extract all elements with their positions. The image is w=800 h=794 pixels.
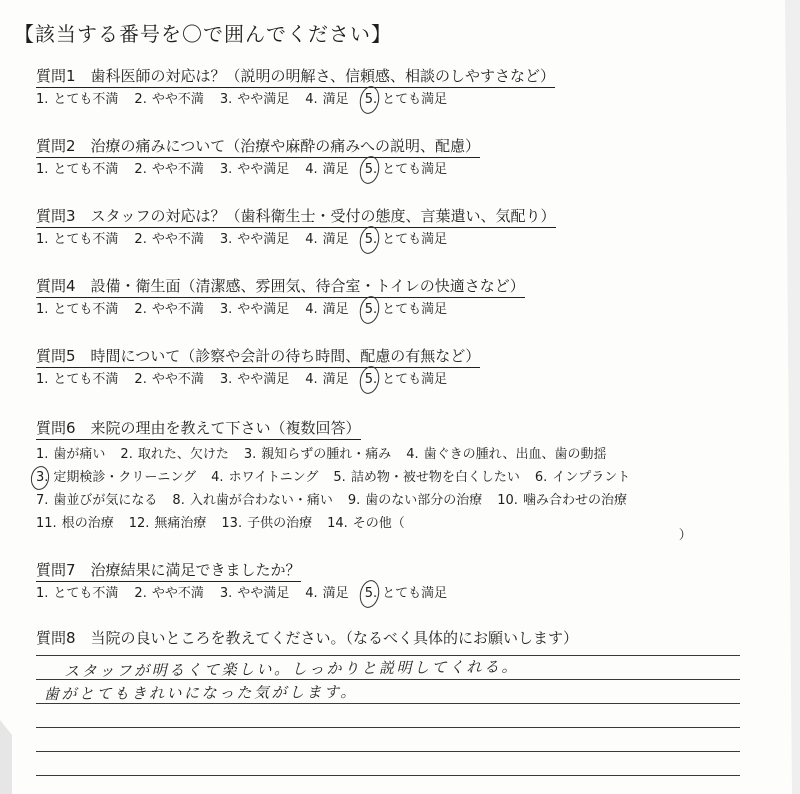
question-4 [36, 276, 796, 319]
rating-option-4[interactable] [305, 371, 348, 389]
rating-option-label: 満足 [322, 92, 349, 107]
rating-option-label: とても不満 [53, 162, 119, 177]
reason-option-label: 詰め物・被せ物を白くしたい [350, 470, 520, 485]
rating-option-1[interactable] [36, 161, 118, 179]
handwritten-answer-line-2: 歯がとてもきれいになった気がします。 [43, 682, 358, 704]
question-1-title: 質問1 歯科医師の対応は？（説明の明解さ、信頼感、相談のしやすさなど） [36, 66, 555, 88]
rating-option-number: 1. [36, 302, 49, 317]
reason-option[interactable] [129, 515, 207, 533]
reason-option-label: 無痛治療 [154, 516, 207, 531]
rating-option-1[interactable] [36, 585, 118, 603]
reason-option-label: インプラント [552, 470, 631, 485]
reason-option[interactable] [36, 515, 114, 533]
rating-option-3[interactable] [220, 585, 289, 603]
rating-option-number: 4. [305, 232, 318, 247]
rating-option-number: 5. [364, 92, 378, 107]
question-3-options [36, 231, 796, 249]
rating-option-2[interactable] [134, 301, 203, 319]
rating-option-label: やや不満 [151, 586, 204, 601]
rating-option-number: 3. [219, 586, 233, 601]
rating-option-number: 1. [36, 586, 49, 601]
rating-option-label: やや満足 [237, 232, 290, 247]
reason-option[interactable] [36, 469, 196, 487]
reason-option[interactable] [120, 446, 228, 464]
rating-option-2[interactable] [134, 161, 203, 179]
question-2-title: 質問2 治療の痛みについて（治療や麻酔の痛みへの説明、配慮） [36, 136, 480, 158]
reason-option[interactable] [333, 469, 519, 487]
reason-option-label: 歯が痛い [53, 447, 106, 462]
rating-option-5[interactable] [365, 161, 447, 179]
reason-option-label: ホワイトニング [228, 470, 319, 485]
rating-option-number: 1. [36, 92, 49, 107]
reason-option-label: 根の治療 [61, 516, 114, 531]
rating-option-label: とても不満 [53, 302, 119, 317]
reason-option-number: 11. [36, 516, 57, 531]
rating-option-2[interactable] [134, 231, 203, 249]
reason-option-label: 噛み合わせの治療 [522, 493, 627, 508]
rating-option-5[interactable] [365, 91, 447, 109]
reason-option[interactable] [535, 469, 630, 487]
reason-option-label: 歯ぐきの腫れ、出血、歯の動揺 [423, 447, 607, 462]
reason-option[interactable] [244, 446, 391, 464]
rating-option-number: 5. [364, 372, 378, 387]
rating-option-number: 4. [305, 92, 318, 107]
reason-option[interactable] [36, 492, 157, 510]
question-5-title: 質問5 時間について（診察や会計の待ち時間、配慮の有無など） [36, 346, 480, 368]
reason-option-number: 1. [36, 447, 49, 462]
rating-option-label: やや不満 [151, 232, 204, 247]
reason-option[interactable] [497, 492, 627, 510]
reason-option-number: 4. [406, 447, 419, 462]
rating-option-1[interactable] [36, 301, 118, 319]
rating-option-3[interactable] [220, 91, 289, 109]
rating-option-label: とても満足 [382, 232, 448, 247]
rating-option-label: やや満足 [237, 92, 290, 107]
question-7-title: 質問7 治療結果に満足できましたか？ [36, 560, 301, 582]
reason-option-label: 定期検診・クリーニング [53, 470, 197, 485]
rating-option-5[interactable] [365, 585, 447, 603]
rating-option-number: 2. [134, 372, 147, 387]
reason-option[interactable] [36, 446, 105, 464]
question-7 [36, 560, 796, 603]
rating-option-number: 4. [305, 372, 318, 387]
rating-option-2[interactable] [134, 371, 203, 389]
reason-option-number: 4. [211, 470, 224, 485]
reason-option[interactable] [172, 492, 332, 510]
rating-option-label: やや不満 [151, 162, 204, 177]
rating-option-5[interactable] [365, 231, 447, 249]
rating-option-number: 5. [364, 302, 378, 317]
rating-option-number: 4. [305, 302, 318, 317]
reason-option-label: 歯並びが気になる [53, 493, 158, 508]
rating-option-number: 5. [364, 232, 378, 247]
rating-option-label: とても不満 [53, 232, 119, 247]
rating-option-label: やや満足 [237, 372, 290, 387]
reason-option-number: 8. [172, 493, 185, 508]
question-8-title: 質問8 当院の良いところを教えてください。（なるべく具体的にお願いします） [36, 629, 579, 647]
question-6-row [36, 469, 645, 487]
question-5-options [36, 371, 796, 389]
form-header: 【該当する番号を〇で囲んでください】 [14, 22, 392, 46]
rating-option-1[interactable] [36, 371, 118, 389]
rating-option-label: とても満足 [382, 302, 448, 317]
rating-option-3[interactable] [220, 371, 289, 389]
question-4-title: 質問4 設備・衛生面（清潔感、雰囲気、待合室・トイレの快適さなど） [36, 276, 525, 298]
rating-option-4[interactable] [305, 161, 348, 179]
rating-option-number: 3. [219, 92, 233, 107]
reason-option-number: 2. [120, 447, 133, 462]
reason-option-number: 6. [534, 470, 548, 485]
rating-option-label: やや満足 [237, 586, 290, 601]
rating-option-label: とても不満 [53, 586, 119, 601]
rating-option-label: とても満足 [382, 586, 448, 601]
reason-option-number: 7. [36, 493, 49, 508]
rating-option-3[interactable] [220, 161, 289, 179]
rating-option-number: 3. [219, 162, 233, 177]
close-paren: ） [678, 528, 692, 543]
rating-option-number: 3. [219, 232, 233, 247]
reason-option[interactable] [327, 515, 405, 533]
question-3-title: 質問3 スタッフの対応は？（歯科衛生士・受付の態度、言葉遣い、気配り） [36, 206, 556, 228]
reason-option-label: 歯のない部分の治療 [365, 493, 483, 508]
rating-option-label: やや不満 [151, 302, 204, 317]
rating-option-number: 1. [36, 232, 49, 247]
question-7-options [36, 585, 796, 603]
question-6-title: 質問6 来院の理由を教えて下さい（複数回答） [36, 418, 361, 440]
rating-option-label: 満足 [322, 232, 349, 247]
question-6 [36, 418, 796, 440]
rating-option-label: やや満足 [237, 162, 290, 177]
reason-option-number: 9. [347, 493, 361, 508]
rating-option-label: とても満足 [382, 162, 448, 177]
question-8 [36, 628, 796, 649]
reason-option-number: 14. [327, 516, 348, 531]
question-2 [36, 136, 796, 179]
question-6-row [36, 446, 621, 464]
question-6-row [36, 492, 642, 510]
reason-option[interactable] [221, 515, 312, 533]
rating-option-3[interactable] [220, 231, 289, 249]
rating-option-number: 4. [305, 162, 318, 177]
question-1-options [36, 91, 796, 109]
reason-option-label: 入れ歯が合わない・痛い [189, 493, 333, 508]
reason-option-label: 子供の治療 [247, 516, 313, 531]
rating-option-2[interactable] [134, 585, 203, 603]
reason-option-label: その他（ [352, 516, 405, 531]
answer-line [36, 751, 740, 752]
rating-option-4[interactable] [305, 585, 348, 603]
rating-option-label: やや不満 [151, 372, 204, 387]
rating-option-number: 2. [134, 92, 147, 107]
rating-option-label: やや満足 [237, 302, 290, 317]
question-2-options [36, 161, 796, 179]
answer-line [36, 655, 740, 656]
reason-option-number: 10. [497, 493, 518, 508]
answer-line [36, 775, 740, 776]
rating-option-4[interactable] [305, 301, 348, 319]
reason-option-number: 12. [128, 516, 150, 531]
question-6-row [36, 515, 692, 543]
rating-option-number: 5. [364, 586, 378, 601]
rating-option-number: 2. [134, 232, 147, 247]
rating-option-number: 2. [134, 162, 147, 177]
rating-option-4[interactable] [305, 91, 348, 109]
rating-option-1[interactable] [36, 231, 118, 249]
rating-option-number: 3. [219, 302, 233, 317]
rating-option-number: 2. [134, 586, 147, 601]
reason-option[interactable] [406, 446, 606, 464]
question-4-options [36, 301, 796, 319]
rating-option-number: 3. [219, 372, 233, 387]
rating-option-number: 4. [305, 586, 318, 601]
reason-option-number: 13. [221, 516, 243, 531]
rating-option-4[interactable] [305, 231, 348, 249]
rating-option-number: 1. [36, 162, 49, 177]
rating-option-3[interactable] [220, 301, 289, 319]
question-3 [36, 206, 796, 249]
rating-option-2[interactable] [134, 91, 203, 109]
rating-option-label: とても満足 [382, 92, 448, 107]
rating-option-number: 1. [36, 372, 49, 387]
rating-option-label: 満足 [322, 372, 349, 387]
rating-option-label: 満足 [322, 586, 349, 601]
question-5 [36, 346, 796, 389]
reason-option-label: 親知らずの腫れ・痛み [261, 447, 392, 462]
answer-line [36, 727, 740, 728]
rating-option-label: とても不満 [53, 92, 119, 107]
reason-option-label: 取れた、欠けた [137, 447, 229, 462]
rating-option-1[interactable] [36, 91, 118, 109]
question-1 [36, 66, 796, 109]
rating-option-5[interactable] [365, 371, 447, 389]
rating-option-label: とても不満 [53, 372, 119, 387]
rating-option-label: 満足 [322, 162, 349, 177]
rating-option-number: 5. [364, 162, 378, 177]
reason-option-number: 5. [333, 470, 346, 485]
reason-option-number: 3. [36, 470, 49, 485]
rating-option-label: やや不満 [151, 92, 204, 107]
reason-option-number: 3. [243, 447, 257, 462]
reason-option[interactable] [348, 492, 482, 510]
reason-option[interactable] [211, 469, 318, 487]
rating-option-5[interactable] [365, 301, 447, 319]
rating-option-number: 2. [134, 302, 147, 317]
rating-option-label: とても満足 [382, 372, 448, 387]
rating-option-label: 満足 [322, 302, 349, 317]
handwritten-answer-line-1: スタッフが明るくて楽しい。しっかりと説明してくれる。 [63, 657, 520, 681]
